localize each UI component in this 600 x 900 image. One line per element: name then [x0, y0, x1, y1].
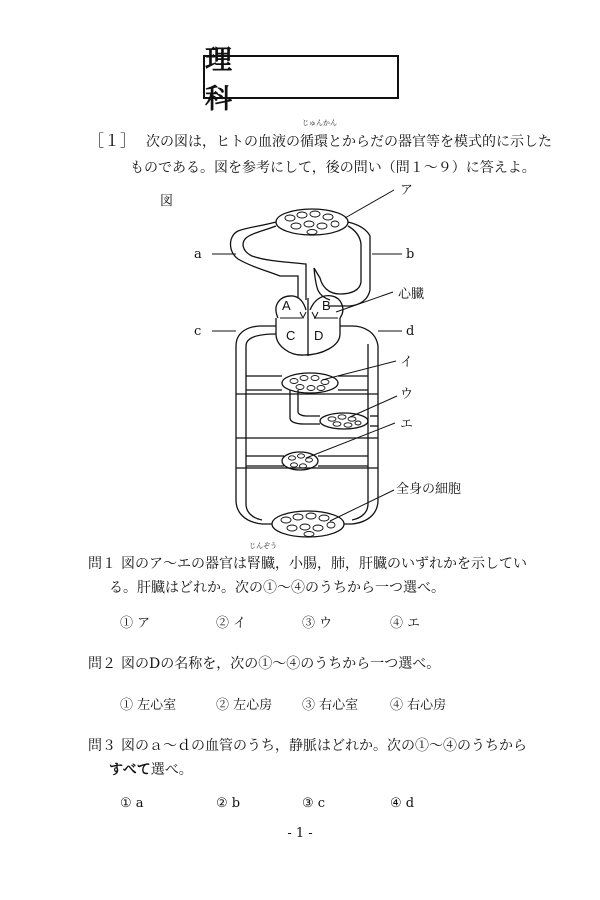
label-organ-u: ウ [400, 387, 414, 402]
vessel-left-top [246, 334, 276, 382]
ruby-reading: じゅんかん [302, 119, 338, 127]
label-D: D [314, 328, 324, 343]
choice-1[interactable]: ① 左心室 [120, 698, 177, 713]
organ-body-cells [272, 511, 344, 537]
label-vessel-d: d [406, 324, 415, 339]
q1-text-post: ，小腸，肺，肝臓のいずれかを示してい [275, 556, 527, 572]
label-vessel-b: b [406, 247, 415, 262]
label-B: B [322, 298, 331, 313]
choice-3[interactable]: ③ c [302, 796, 326, 811]
label-heart: 心臓 [398, 287, 425, 302]
question-text: 図のDの名称を，次の①～④のうちから一つ選べ。 [121, 656, 441, 672]
organ-e [246, 452, 368, 470]
label-vessel-c: c [194, 324, 202, 339]
question-text [109, 542, 541, 600]
page-number: - 1 - [287, 826, 313, 841]
question-2 [88, 652, 548, 678]
q3-emphasis: すべて [109, 762, 151, 778]
ruby-base: 循環 [300, 134, 329, 150]
vessel-c [236, 326, 276, 524]
vessel-left-inner [246, 382, 262, 520]
q1-text-pre: 図のア～エの器官は [121, 556, 247, 572]
choice-3[interactable]: ③ ウ [302, 616, 333, 631]
intro-text-pre: 次の図は，ヒトの血液の [146, 134, 301, 150]
q3-line-1: 図のａ～ｄの血管のうち，静脈はどれか。次の①～④のうちから [121, 738, 527, 754]
organ-i [246, 373, 368, 393]
figure-caption: 図 [160, 193, 174, 208]
intro-line-2: ものである。図を参考にして，後の問い（問１～９）に答えよ。 [130, 160, 536, 176]
choice-4[interactable]: ④ エ [390, 616, 421, 631]
intro-text-post: とからだの器官等を模式的に示した [328, 134, 553, 150]
ruby-reading: じんぞう [249, 542, 277, 550]
ruby-jinzou [247, 542, 277, 576]
vessel-a [231, 222, 299, 298]
choice-2[interactable]: ② イ [216, 616, 247, 631]
label-organ-i: イ [400, 355, 414, 370]
label-organ-a: ア [400, 183, 414, 198]
label-vessel-a: a [194, 247, 202, 262]
ruby-base: 腎臓 [247, 556, 275, 572]
vessel-b-inner [314, 226, 361, 294]
q1-line-2: る。肝臓はどれか。次の①～④のうちから一つ選べ。 [109, 580, 445, 596]
question-label: 問３ [88, 738, 116, 754]
question-text [109, 734, 541, 782]
page-title: 理 科 [205, 45, 442, 115]
question-1 [88, 542, 548, 602]
label-organ-e: エ [400, 417, 414, 432]
question-label: 問１ [88, 556, 116, 572]
question-label: 問２ [88, 656, 116, 672]
label-body-cells: 全身の細胞 [396, 482, 462, 497]
section-number: ［１］ [88, 131, 137, 150]
organ-u [290, 390, 378, 429]
choice-2[interactable]: ② b [216, 796, 241, 811]
choice-3[interactable]: ③ 右心室 [302, 698, 359, 713]
organ-a-lung [276, 209, 348, 235]
choice-1[interactable]: ① a [120, 796, 144, 811]
choice-4[interactable]: ④ 右心房 [390, 698, 447, 713]
choice-4[interactable]: ④ d [390, 796, 415, 811]
q3-line-2: 選べ。 [150, 762, 193, 778]
label-A: A [282, 298, 291, 313]
choice-1[interactable]: ① ア [120, 616, 151, 631]
question-3 [88, 734, 548, 784]
vessel-a-inner [243, 226, 306, 300]
choice-2[interactable]: ② 左心房 [216, 698, 273, 713]
label-C: C [286, 328, 296, 343]
